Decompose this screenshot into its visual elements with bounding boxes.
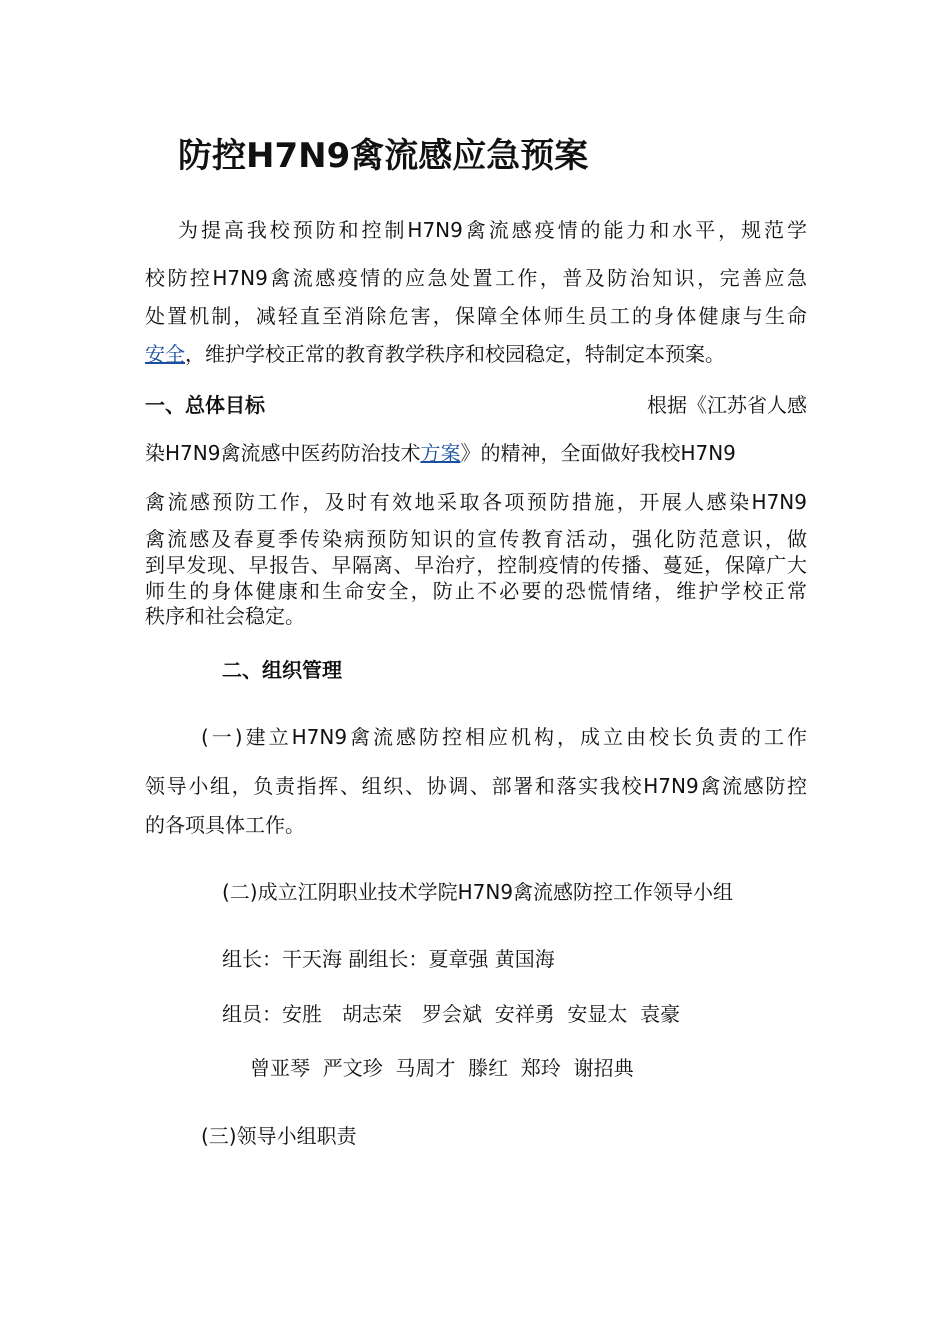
group-leaders: 组长：干天海 副组长：夏章强 黄国海 [222, 947, 555, 971]
section-1-row [145, 393, 807, 417]
section-1-line-2b: 》的精神，全面做好我校H7N9 [460, 441, 736, 465]
section-1-line-6: 师生的身体健康和生命安全，防止不必要的恐慌情绪，维护学校正常 [145, 579, 807, 603]
section-1-line-2a: 染H7N9禽流感中医药防治技术 [145, 441, 421, 465]
section-2-p1-line-1: (一)建立H7N9禽流感防控相应机构，成立由校长负责的工作 [201, 725, 807, 749]
intro-line-2: 校防控H7N9禽流感疫情的应急处置工作，普及防治知识，完善应急 [145, 266, 807, 290]
plan-link[interactable]: 方案 [420, 441, 461, 465]
group-members-line-1: 组员：安胜 胡志荣 罗会斌 安祥勇 安显太 袁豪 [222, 1002, 681, 1026]
section-1-line-3: 禽流感预防工作，及时有效地采取各项预防措施，开展人感染H7N9 [145, 490, 807, 514]
section-1-line-7: 秩序和社会稳定。 [145, 604, 305, 628]
section-1-line-4: 禽流感及春夏季传染病预防知识的宣传教育活动，强化防范意识，做 [145, 527, 807, 551]
intro-line-1: 为提高我校预防和控制H7N9禽流感疫情的能力和水平，规范学 [178, 218, 807, 242]
group-members-line-2: 曾亚琴 严文珍 马周才 滕红 郑玲 谢招典 [250, 1056, 634, 1080]
section-1-right-text: 根据《江苏省人感 [647, 393, 807, 417]
section-1-line-5: 到早发现、早报告、早隔离、早治疗，控制疫情的传播、蔓延，保障广大 [145, 553, 807, 577]
document-title: 防控H7N9禽流感应急预案 [178, 136, 589, 176]
section-2-p2: (二)成立江阴职业技术学院H7N9禽流感防控工作领导小组 [222, 880, 734, 904]
section-2-p1-line-2: 领导小组，负责指挥、组织、协调、部署和落实我校H7N9禽流感防控 [145, 774, 807, 798]
intro-line-4 [145, 342, 807, 366]
safety-link[interactable]: 安全 [145, 342, 185, 366]
section-2-heading: 二、组织管理 [222, 658, 342, 682]
section-2-p1-line-3: 的各项具体工作。 [145, 813, 305, 837]
intro-line-4-text: ，维护学校正常的教育教学秩序和校园稳定，特制定本预案。 [185, 342, 725, 366]
section-2-p3: (三)领导小组职责 [201, 1124, 357, 1148]
intro-line-3: 处置机制，减轻直至消除危害，保障全体师生员工的身体健康与生命 [145, 304, 807, 328]
section-1-heading: 一、总体目标 [145, 393, 265, 417]
section-1-line-2 [145, 441, 807, 465]
